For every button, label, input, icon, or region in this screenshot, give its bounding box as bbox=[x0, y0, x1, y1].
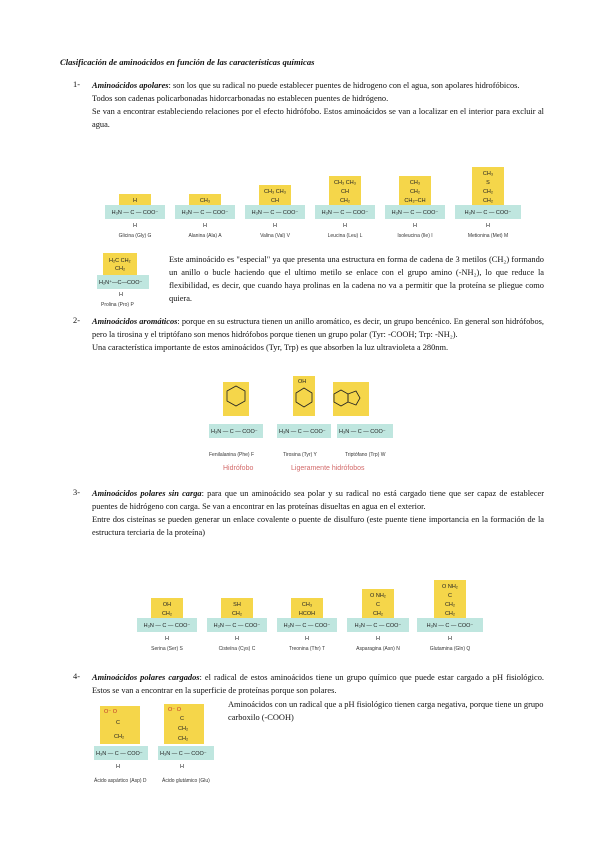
aromatic-caption: Fenilalanina (Phe) F bbox=[209, 452, 255, 458]
side-chain-text: CH₃ bbox=[482, 171, 494, 177]
section-apolares-text bbox=[92, 79, 544, 131]
carboxylate-text: O⁻ O bbox=[168, 707, 181, 713]
apolar-aminoacid-caption: Alanina (Ala) A bbox=[188, 233, 222, 239]
backbone-text: H₃N — C — COO⁻ bbox=[426, 623, 474, 629]
side-chain-text: CH₃ bbox=[409, 180, 421, 186]
side-chain-text: CH₂ bbox=[444, 611, 456, 617]
proline-caption: Prolina (Pro) P bbox=[101, 302, 134, 308]
polar-aminoacid-caption: Serina (Ser) S bbox=[151, 646, 183, 652]
side-chain-text: CH₃ CH₃ bbox=[264, 189, 286, 195]
side-chain-text: O NH₂ bbox=[370, 593, 386, 599]
section-aromaticos-text bbox=[92, 315, 544, 354]
apolar-aminoacid-caption: Isoleucina (Ile) I bbox=[397, 233, 433, 239]
apolar-aminoacids-figure bbox=[105, 150, 525, 245]
glu-ch2: CH₂ bbox=[178, 726, 189, 732]
carboxylate-text: O⁻ O bbox=[104, 709, 117, 715]
backbone-text: H₃N — C — COO⁻ bbox=[391, 210, 439, 216]
section-heading: Aminoácidos apolares bbox=[92, 81, 169, 90]
backbone-h: H bbox=[486, 223, 490, 229]
side-chain-text: CH bbox=[341, 189, 349, 195]
polar-aminoacid-caption: Cisteína (Cys) C bbox=[218, 646, 256, 652]
backbone-text: H₃N — C — COO⁻ bbox=[279, 429, 326, 435]
side-chain-text: CH₂ bbox=[482, 198, 494, 204]
side-chain-text: CH₂ bbox=[444, 602, 456, 608]
section-heading: Aminoácidos polares sin carga bbox=[92, 489, 202, 498]
backbone-text: H₃N — C — COO⁻ bbox=[321, 210, 369, 216]
backbone-h: H bbox=[273, 223, 277, 229]
backbone-text: H₃N — C — COO⁻ bbox=[96, 751, 143, 757]
paragraph-text: : porque en su estructura tienen un anillo aromático, es decir, un grupo bencénico. En general son hidrófobos, pero la tirosina y el triptófano son menos hidrófobos porque tienen un grupo polar (Tyr: -COOH; Trp: -NH₂). bbox=[92, 317, 544, 339]
polar-aminoacid-caption: Glutamina (Gln) Q bbox=[429, 646, 471, 652]
proline-structure bbox=[95, 250, 157, 310]
negative-charge-text: Aminoácidos con un radical que a pH fisiológico tienen carga negativa, porque tiene un grupo carboxilo (-COOH) bbox=[228, 700, 544, 722]
proline-h: H bbox=[119, 292, 123, 298]
glu-ch2: CH₂ bbox=[178, 736, 189, 742]
side-chain-text: S bbox=[486, 180, 490, 186]
backbone-h: H bbox=[376, 636, 380, 642]
aromatic-caption: Triptófano (Trp) W bbox=[345, 452, 386, 458]
side-chain-text: CH₂ bbox=[409, 189, 421, 195]
backbone-text: H₃N — C — COO⁻ bbox=[283, 623, 331, 629]
side-chain-text: CH₃ bbox=[199, 198, 211, 204]
page-title: Clasificación de aminoácidos en función de las características químicas bbox=[60, 57, 315, 67]
backbone-h: H bbox=[448, 636, 452, 642]
apolar-aminoacid-caption: Valina (Val) V bbox=[260, 233, 290, 239]
backbone-h: H bbox=[343, 223, 347, 229]
section-number: 2- bbox=[73, 316, 80, 325]
glu-c: C bbox=[180, 716, 184, 722]
paragraph-text: : el radical de estos aminoácidos tiene un grupo químico que puede estar cargado a pH fisiológico. Estos se van a encontrar en la superficie de proteínas porque son polares. bbox=[92, 673, 544, 695]
aromatic-caption: Tirosina (Tyr) Y bbox=[283, 452, 317, 458]
proline-ring-text: CH₂ bbox=[115, 266, 126, 272]
side-chain-text: CH₂ bbox=[231, 611, 243, 617]
backbone-h: H bbox=[165, 636, 169, 642]
asp-ch2: CH₂ bbox=[114, 734, 125, 740]
side-chain-text: SH bbox=[233, 602, 241, 608]
paragraph-text: : para que un aminoácido sea polar y su radical no está cargado tiene que ser capaz de establecer puentes de hidrógeno con carga. Se van a encontrar en las proteínas disueltas en agua en el exterior. bbox=[92, 489, 544, 511]
backbone-text: H₃N — C — COO⁻ bbox=[181, 210, 229, 216]
proline-description: Este aminoácido es "especial" ya que presenta una estructura en forma de cadena de 3 metilos (CH₂) formando un anillo o bucle haciendo que el ultimo metilo se enlace con el grupo amino (-NH₂), lo que reduce la flexibilidad, es decir, que cuando haya prolinas en la cadena no va a permitir que la proteína se pliegue como quiera. bbox=[169, 255, 544, 303]
charged-aminoacids-figure bbox=[92, 704, 220, 794]
backbone-h: H bbox=[235, 636, 239, 642]
backbone-text: H₃N — C — COO⁻ bbox=[111, 210, 159, 216]
side-chain-text: HCOH bbox=[298, 611, 316, 617]
backbone-text: H₃N — C — COO⁻ bbox=[464, 210, 512, 216]
side-chain-text: O NH₂ bbox=[442, 584, 458, 590]
charged-caption: Ácido aspártico (Asp) D bbox=[94, 778, 147, 784]
backbone-h: H bbox=[133, 223, 137, 229]
section-heading: Aminoácidos polares cargados bbox=[92, 673, 200, 682]
section-polares-text bbox=[92, 487, 544, 539]
side-chain-text: CH₃ CH₃ bbox=[334, 180, 356, 186]
section-cargados-text bbox=[92, 671, 544, 697]
hydrophobic-label: Hidrófobo bbox=[223, 465, 254, 472]
side-chain-text: CH₂ bbox=[339, 198, 351, 204]
side-chain-text: H bbox=[133, 198, 137, 204]
proline-backbone-text: H₂N⁺—C—COO⁻ bbox=[99, 280, 143, 286]
side-chain-text: CH bbox=[271, 198, 279, 204]
polar-aminoacids-figure bbox=[137, 560, 537, 655]
backbone-h: H bbox=[180, 764, 184, 770]
side-chain-text: CH₃–CH bbox=[404, 198, 426, 204]
paragraph-text: Entre dos cisteínas se pueden generar un enlace covalente o puente de disulfuro (este puente tiene importancia en la formación de la estructura terciaria de la proteína) bbox=[92, 515, 544, 537]
backbone-h: H bbox=[305, 636, 309, 642]
apolar-aminoacid-caption: Leucina (Leu) L bbox=[327, 233, 363, 239]
trp-side-chain bbox=[333, 382, 369, 416]
side-chain-text: OH bbox=[162, 602, 172, 608]
paragraph-text: Una característica importante de estos aminoácidos (Tyr, Trp) es que absorben la luz ultravioleta a 280nm. bbox=[92, 343, 449, 352]
side-chain-text: CH₂ bbox=[372, 611, 384, 617]
paragraph-text: : son los que su radical no puede establecer puentes de hidrogeno con el agua, son apolares hidrofóbicos. bbox=[168, 81, 520, 90]
slightly-hydrophobic-label: Ligeramente hidrófobos bbox=[291, 465, 365, 472]
polar-aminoacid-caption: Treonina (Thr) T bbox=[288, 646, 326, 652]
proline-ring-text: H₂C CH₂ bbox=[109, 258, 131, 264]
apolar-aminoacid-caption: Glicina (Gly) G bbox=[118, 233, 152, 239]
backbone-h: H bbox=[116, 764, 120, 770]
side-chain-text: CH₂ bbox=[161, 611, 173, 617]
backbone-text: H₃N — C — COO⁻ bbox=[160, 751, 207, 757]
backbone-text: H₃N — C — COO⁻ bbox=[211, 429, 258, 435]
side-chain-text: CH₂ bbox=[482, 189, 494, 195]
side-chain-text: C bbox=[376, 602, 380, 608]
backbone-text: H₃N — C — COO⁻ bbox=[143, 623, 191, 629]
section-number: 3- bbox=[73, 488, 80, 497]
polar-aminoacid-caption: Asparagina (Asn) N bbox=[356, 646, 400, 652]
backbone-text: H₃N — C — COO⁻ bbox=[213, 623, 261, 629]
side-chain-text: CH₃ bbox=[301, 602, 313, 608]
backbone-text: H₃N — C — COO⁻ bbox=[354, 623, 402, 629]
backbone-text: H₃N — C — COO⁻ bbox=[339, 429, 386, 435]
section-heading: Aminoácidos aromáticos bbox=[92, 317, 178, 326]
asp-c: C bbox=[116, 720, 120, 726]
paragraph-text: Todos son cadenas policarbonadas hidorcarbonadas no establecen puentes de hidrógeno. bbox=[92, 94, 389, 103]
apolar-aminoacid-caption: Metionina (Met) M bbox=[467, 233, 509, 239]
backbone-h: H bbox=[413, 223, 417, 229]
paragraph-text: Se van a encontrar estableciendo relaciones por el efecto hidrófobo. Estos aminoácidos se van a localizar en el interior para excluir al agua. bbox=[92, 107, 544, 129]
aromatic-aminoacids-figure bbox=[205, 376, 395, 476]
backbone-h: H bbox=[203, 223, 207, 229]
tyr-oh: OH bbox=[298, 379, 307, 385]
section-number: 4- bbox=[73, 672, 80, 681]
charged-caption: Ácido glutámico (Glu) bbox=[162, 778, 210, 784]
backbone-text: H₃N — C — COO⁻ bbox=[251, 210, 299, 216]
section-number: 1- bbox=[73, 80, 80, 89]
side-chain-text: C bbox=[448, 593, 452, 599]
